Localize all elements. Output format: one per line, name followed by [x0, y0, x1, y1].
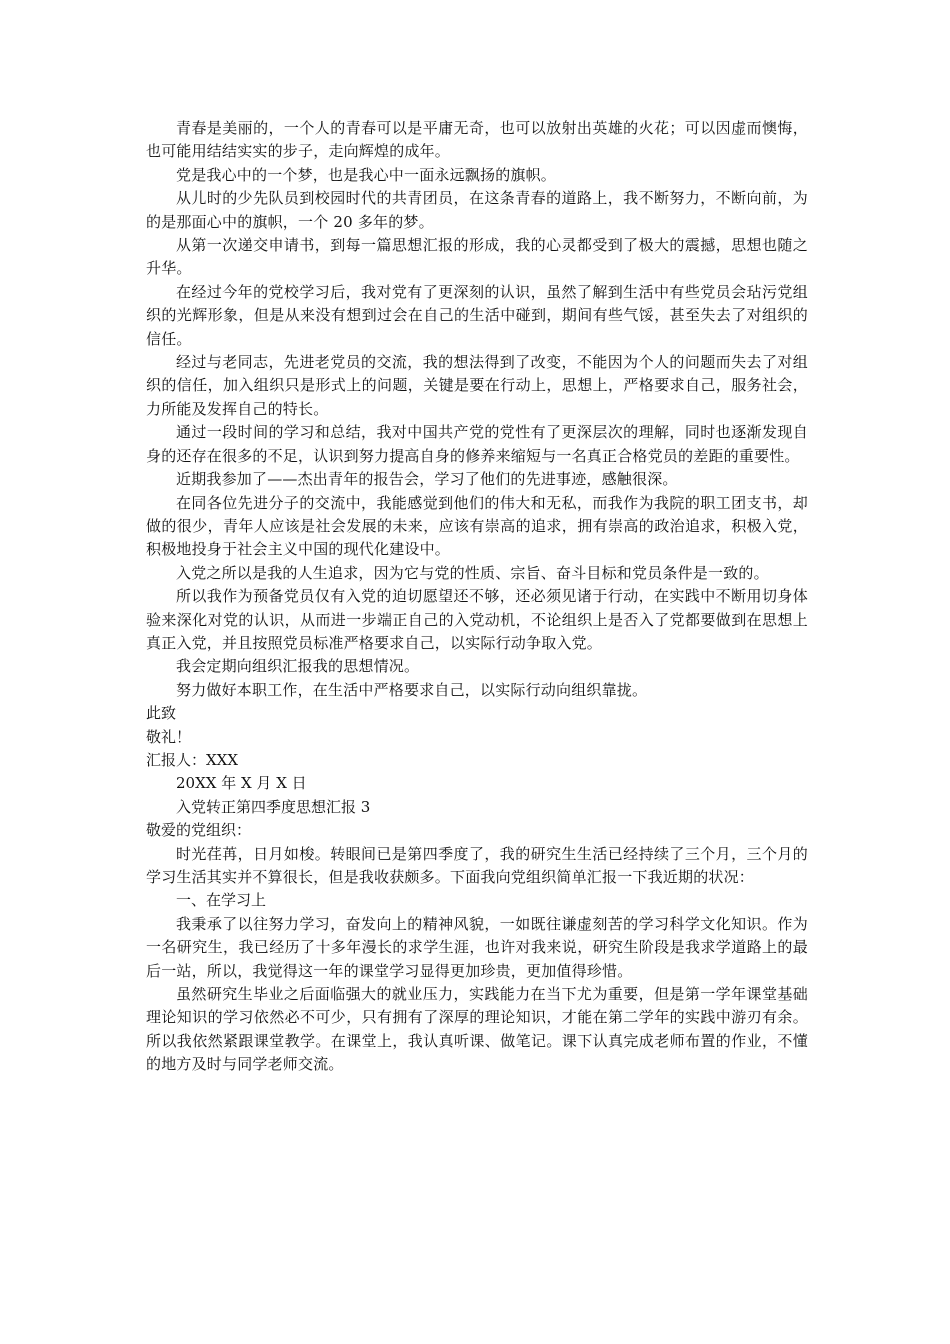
paragraph: 所以我作为预备党员仅有入党的迫切愿望还不够，还必须见诸于行动，在实践中不断用切身体验来深化对党的认识，从而进一步端正自己的入党动机，不论组织上是否入了党都要做到在思想上真正入党，并且按照党员标准严格要求自己，以实际行动争取入党。 — [146, 587, 808, 652]
paragraph: 我会定期向组织汇报我的思想情况。 — [176, 657, 420, 676]
paragraph: 努力做好本职工作，在生活中严格要求自己，以实际行动向组织靠拢。 — [176, 680, 648, 699]
paragraph: 在经过今年的党校学习后，我对党有了更深刻的认识，虽然了解到生活中有些党员会玷污党组织的光辉形象，但是从来没有想到过会在自己的生活中碰到，期间有些气馁，甚至失去了对组织的信任。 — [146, 282, 808, 348]
paragraph: 入党之所以是我的人生追求，因为它与党的性质、宗旨、奋斗目标和党员条件是一致的。 — [176, 563, 769, 582]
reporter-line: 汇报人：XXX — [146, 750, 239, 769]
paragraph: 通过一段时间的学习和总结，我对中国共产党的党性有了更深层次的理解，同时也逐渐发现自身的还存在很多的不足，认识到努力提高自身的修养来缩短与一名真正合格党员的差距的重要性。 — [146, 423, 808, 465]
paragraph: 在同各位先进分子的交流中，我能感觉到他们的伟大和无私，而我作为我院的职工团支书，却做的很少，青年人应该是社会发展的未来，应该有崇高的追求，拥有崇高的政治追求，积极入党，积极地投身于社会主义中国的现代化建设中。 — [146, 493, 808, 559]
paragraph: 我秉承了以往努力学习，奋发向上的精神风貌，一如既往谦虚刻苦的学习科学文化知识。作为一名研究生，我已经历了十多年漫长的求学生涯，也许对我来说，研究生阶段是我求学道路上的最后一站，所以，我觉得这一年的课堂学习显得更加珍贵，更加值得珍惜。 — [146, 914, 808, 980]
closing-salute: 敬礼！ — [146, 727, 192, 746]
paragraph: 青春是美丽的，一个人的青春可以是平庸无奇，也可以放射出英雄的火花；可以因虚而懊悔，也可能用结结实实的步子，走向辉煌的成年。 — [146, 119, 808, 161]
paragraph: 近期我参加了——杰出青年的报告会，学习了他们的先进事迹，感触很深。 — [176, 470, 678, 489]
paragraph: 时光荏苒，日月如梭。转眼间已是第四季度了，我的研究生生活已经持续了三个月，三个月的学习生活其实并不算很长，但是我收获颇多。下面我向党组织简单汇报一下我近期的状况： — [146, 844, 808, 886]
next-report-title: 入党转正第四季度思想汇报 3 — [176, 797, 371, 816]
section-heading: 一、在学习上 — [176, 891, 267, 910]
paragraph: 党是我心中的一个梦，也是我心中一面永远飘扬的旗帜。 — [176, 165, 557, 184]
paragraph: 从儿时的少先队员到校园时代的共青团员，在这条青春的道路上，我不断努力，不断向前，为的是那面心中的旗帜，一个 20 多年的梦。 — [146, 189, 808, 231]
document-body — [146, 117, 808, 1077]
paragraph: 经过与老同志，先进老党员的交流，我的想法得到了改变，不能因为个人的问题而失去了对组织的信任，加入组织只是形式上的问题，关键是要在行动上，思想上，严格要求自己，服务社会，力所能及发挥自己的特长。 — [146, 353, 808, 418]
paragraph: 虽然研究生毕业之后面临强大的就业压力，实践能力在当下尤为重要，但是第一学年课堂基础理论知识的学习依然必不可少，只有拥有了深厚的理论知识，才能在第二学年的实践中游刃有余。所以我依然紧跟课堂教学。在课堂上，我认真听课、做笔记。课下认真完成老师布置的作业，不懂的地方及时与同学老师交流。 — [146, 985, 808, 1074]
date-line: 20XX 年 X 月 X 日 — [176, 774, 307, 793]
salutation: 敬爱的党组织： — [146, 821, 252, 840]
paragraph: 从第一次递交申请书，到每一篇思想汇报的形成，我的心灵都受到了极大的震撼，思想也随之升华。 — [146, 236, 808, 278]
closing-line: 此致 — [146, 704, 177, 723]
